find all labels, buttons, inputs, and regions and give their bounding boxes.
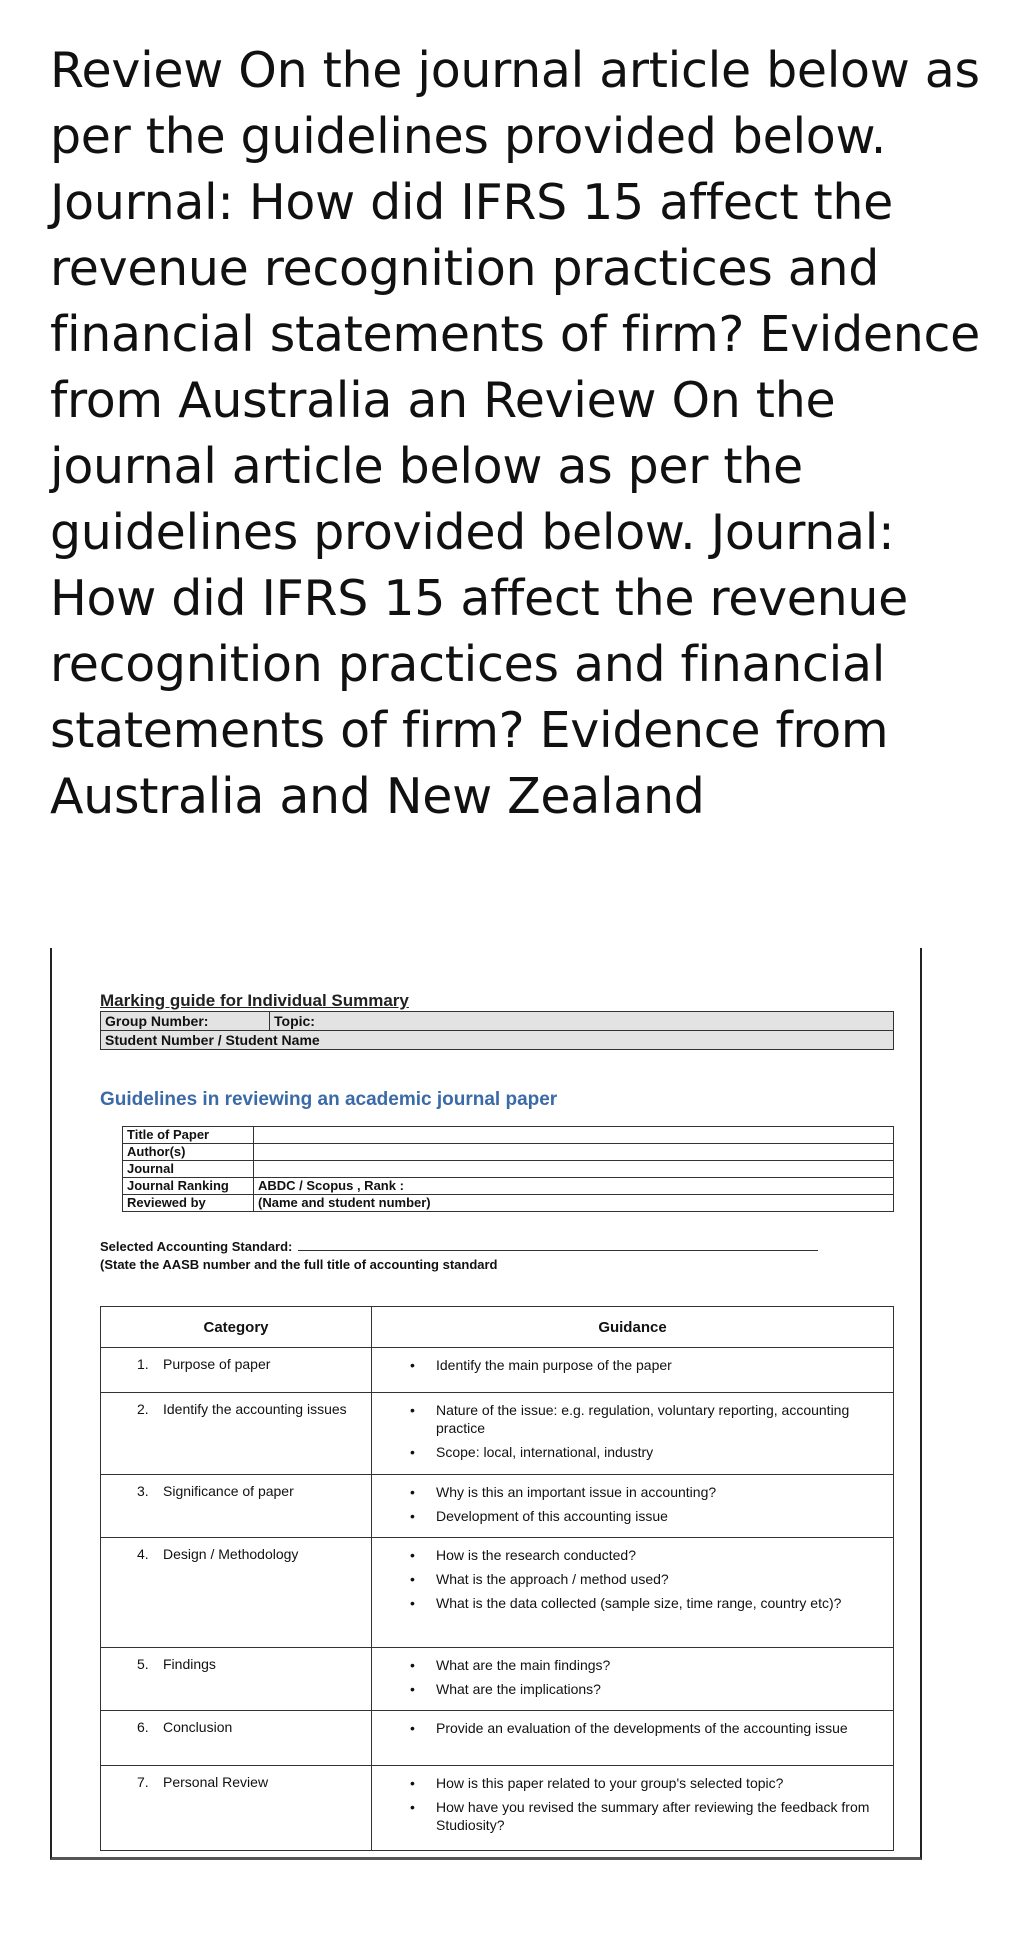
bullet-icon: • bbox=[410, 1571, 415, 1587]
marking-guide-title: Marking guide for Individual Summary bbox=[100, 991, 409, 1010]
guidance-item: • Provide an evaluation of the developments of the accounting issue bbox=[410, 1720, 848, 1736]
info-value bbox=[254, 1127, 894, 1144]
guidance-item: • Scope: local, international, industry bbox=[410, 1444, 654, 1460]
marking-guide-document bbox=[50, 948, 922, 1860]
info-row bbox=[123, 1144, 894, 1161]
bullet-icon: • bbox=[410, 1799, 415, 1815]
bullet-icon: • bbox=[410, 1595, 415, 1611]
info-value bbox=[254, 1161, 894, 1178]
row-number: 7. bbox=[137, 1774, 149, 1790]
paper-info-table bbox=[122, 1126, 894, 1212]
row-number: 4. bbox=[137, 1546, 149, 1562]
group-number-label: Group Number: bbox=[101, 1012, 270, 1031]
category-label: Conclusion bbox=[163, 1719, 233, 1735]
table-row bbox=[101, 1393, 894, 1475]
info-row bbox=[123, 1161, 894, 1178]
category-label: Identify the accounting issues bbox=[163, 1401, 347, 1417]
info-label: Title of Paper bbox=[123, 1127, 254, 1144]
info-label: Reviewed by bbox=[123, 1195, 254, 1212]
table-row bbox=[101, 1348, 894, 1393]
row-number: 1. bbox=[137, 1356, 149, 1372]
info-label: Journal Ranking bbox=[123, 1178, 254, 1195]
guidance-item: • What is the approach / method used? bbox=[410, 1571, 669, 1587]
category-label: Findings bbox=[163, 1656, 216, 1672]
info-label: Author(s) bbox=[123, 1144, 254, 1161]
row-number: 5. bbox=[137, 1656, 149, 1672]
guidance-item: • What are the implications? bbox=[410, 1681, 601, 1697]
info-value: ABDC / Scopus , Rank : bbox=[254, 1178, 894, 1195]
question-text: Review On the journal article below as per the guidelines provided below. Journal: How did IFRS 15 affect the revenue recognition practices and financial statements of firm? Evidence from Australia an Review On the journal article below as per the guidelines provided below. Journal: How did IFRS 15 affect the revenue recognition practices and financial statements of firm? Evidence from Australia and New Zealand bbox=[50, 42, 980, 825]
category-header: Category bbox=[101, 1307, 372, 1348]
guidance-table bbox=[100, 1306, 894, 1851]
bullet-icon: • bbox=[410, 1547, 415, 1563]
info-value: (Name and student number) bbox=[254, 1195, 894, 1212]
selected-standard-label: Selected Accounting Standard: bbox=[100, 1239, 293, 1254]
row-number: 6. bbox=[137, 1719, 149, 1735]
selected-standard-note: (State the AASB number and the full title of accounting standard bbox=[100, 1257, 498, 1272]
row-number: 2. bbox=[137, 1401, 149, 1417]
fill-in-line bbox=[298, 1238, 818, 1251]
table-row bbox=[101, 1766, 894, 1851]
bullet-icon: • bbox=[410, 1775, 415, 1791]
bullet-icon: • bbox=[410, 1402, 415, 1418]
bullet-icon: • bbox=[410, 1444, 415, 1460]
table-row bbox=[101, 1538, 894, 1648]
bullet-icon: • bbox=[410, 1681, 415, 1697]
row-number: 3. bbox=[137, 1483, 149, 1499]
info-row bbox=[123, 1127, 894, 1144]
category-label: Design / Methodology bbox=[163, 1546, 299, 1562]
guidance-item: • How is this paper related to your group's selected topic? bbox=[410, 1775, 784, 1791]
bullet-icon: • bbox=[410, 1720, 415, 1736]
guidance-item: • Nature of the issue: e.g. regulation, voluntary reporting, accounting practice bbox=[410, 1402, 850, 1436]
table-row bbox=[101, 1475, 894, 1538]
guidelines-heading: Guidelines in reviewing an academic journal paper bbox=[100, 1089, 558, 1110]
guidance-item: • Why is this an important issue in accounting? bbox=[410, 1484, 717, 1500]
bullet-icon: • bbox=[410, 1484, 415, 1500]
guidance-header: Guidance bbox=[372, 1307, 894, 1348]
info-row bbox=[123, 1195, 894, 1212]
guidance-item: • Development of this accounting issue bbox=[410, 1508, 668, 1524]
topic-label: Topic: bbox=[270, 1012, 894, 1031]
bullet-icon: • bbox=[410, 1357, 415, 1373]
table-row bbox=[101, 1711, 894, 1766]
guidance-item: • How have you revised the summary after reviewing the feedback from Studiosity? bbox=[410, 1799, 870, 1833]
guidance-item: • How is the research conducted? bbox=[410, 1547, 636, 1563]
bullet-icon: • bbox=[410, 1657, 415, 1673]
group-info-table bbox=[100, 1011, 894, 1050]
bullet-icon: • bbox=[410, 1508, 415, 1524]
category-label: Personal Review bbox=[163, 1774, 269, 1790]
selected-standard-block bbox=[100, 1238, 894, 1274]
category-label: Purpose of paper bbox=[163, 1356, 271, 1372]
info-row bbox=[123, 1178, 894, 1195]
category-label: Significance of paper bbox=[163, 1483, 294, 1499]
info-label: Journal bbox=[123, 1161, 254, 1178]
guidance-item: • What are the main findings? bbox=[410, 1657, 611, 1673]
guidance-item: • Identify the main purpose of the paper bbox=[410, 1357, 672, 1373]
student-label: Student Number / Student Name bbox=[101, 1031, 894, 1050]
info-value bbox=[254, 1144, 894, 1161]
guidance-item: • What is the data collected (sample size, time range, country etc)? bbox=[410, 1595, 842, 1611]
table-row bbox=[101, 1648, 894, 1711]
